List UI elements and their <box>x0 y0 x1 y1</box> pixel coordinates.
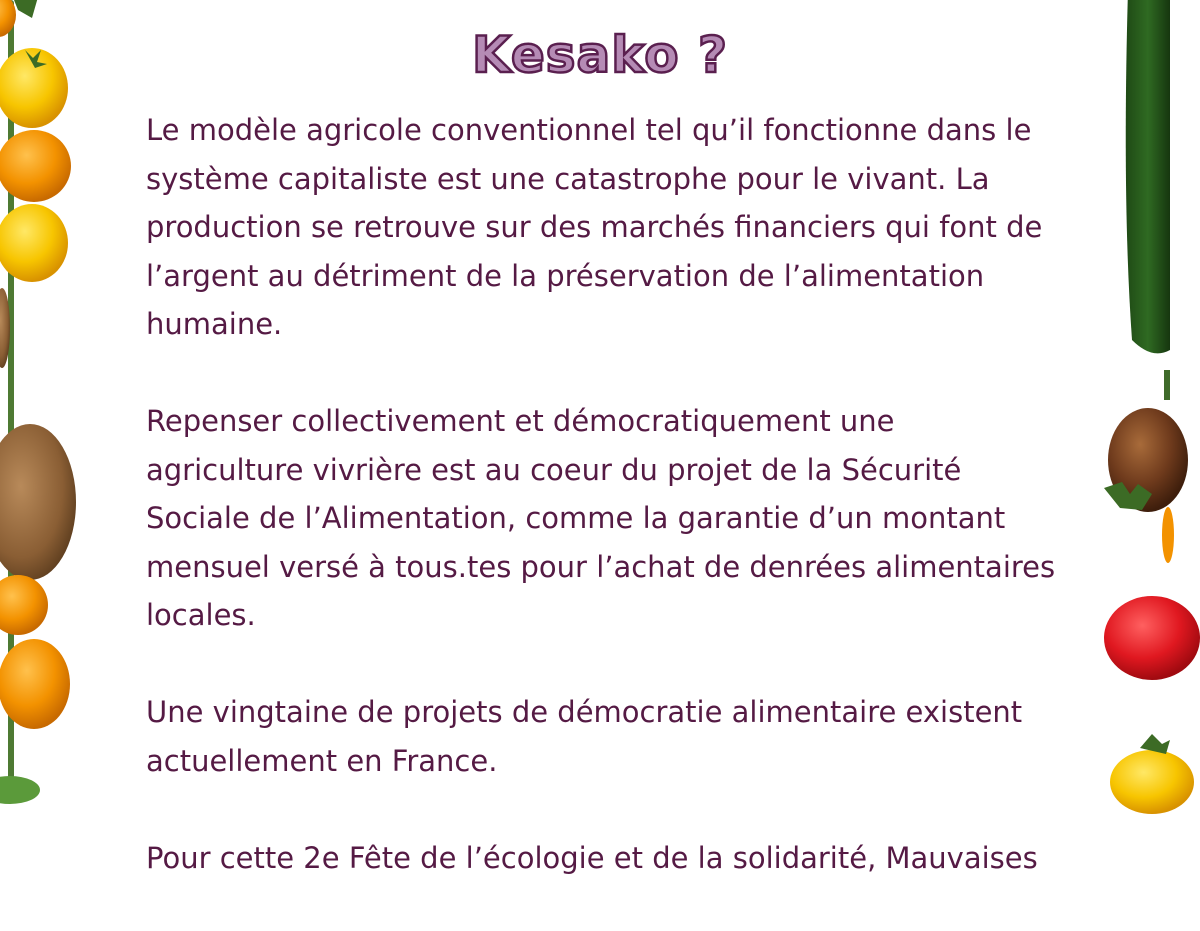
paragraph-1: Le modèle agricole conventionnel tel qu’il fonctionne dans le système capitaliste est une catastrophe pour le vivant. La production se retrouve sur des marchés financiers qui font de l’argent au détriment de la préservation de l’alimentation humaine. <box>146 113 1043 341</box>
page-title: Kesako ? <box>472 26 728 84</box>
tomato-vine-icon <box>0 0 80 800</box>
paragraph-3: Une vingtaine de projets de démocratie alimentaire existent actuellement en France. <box>146 695 1023 778</box>
paragraph-4: Pour cette 2e Fête de l’écologie et de la solidarité, Mauvaises <box>146 840 1038 875</box>
cucumber-icon <box>1092 0 1170 800</box>
body-text <box>146 106 1061 931</box>
paragraph-2: Repenser collectivement et démocratiquement une agriculture vivrière est au coeur du projet de la Sécurité Sociale de l’Alimentation, comme la garantie d’un montant mensuel versé à tous.tes pour l’achat de denrées alimentaires locales. <box>146 404 1056 632</box>
